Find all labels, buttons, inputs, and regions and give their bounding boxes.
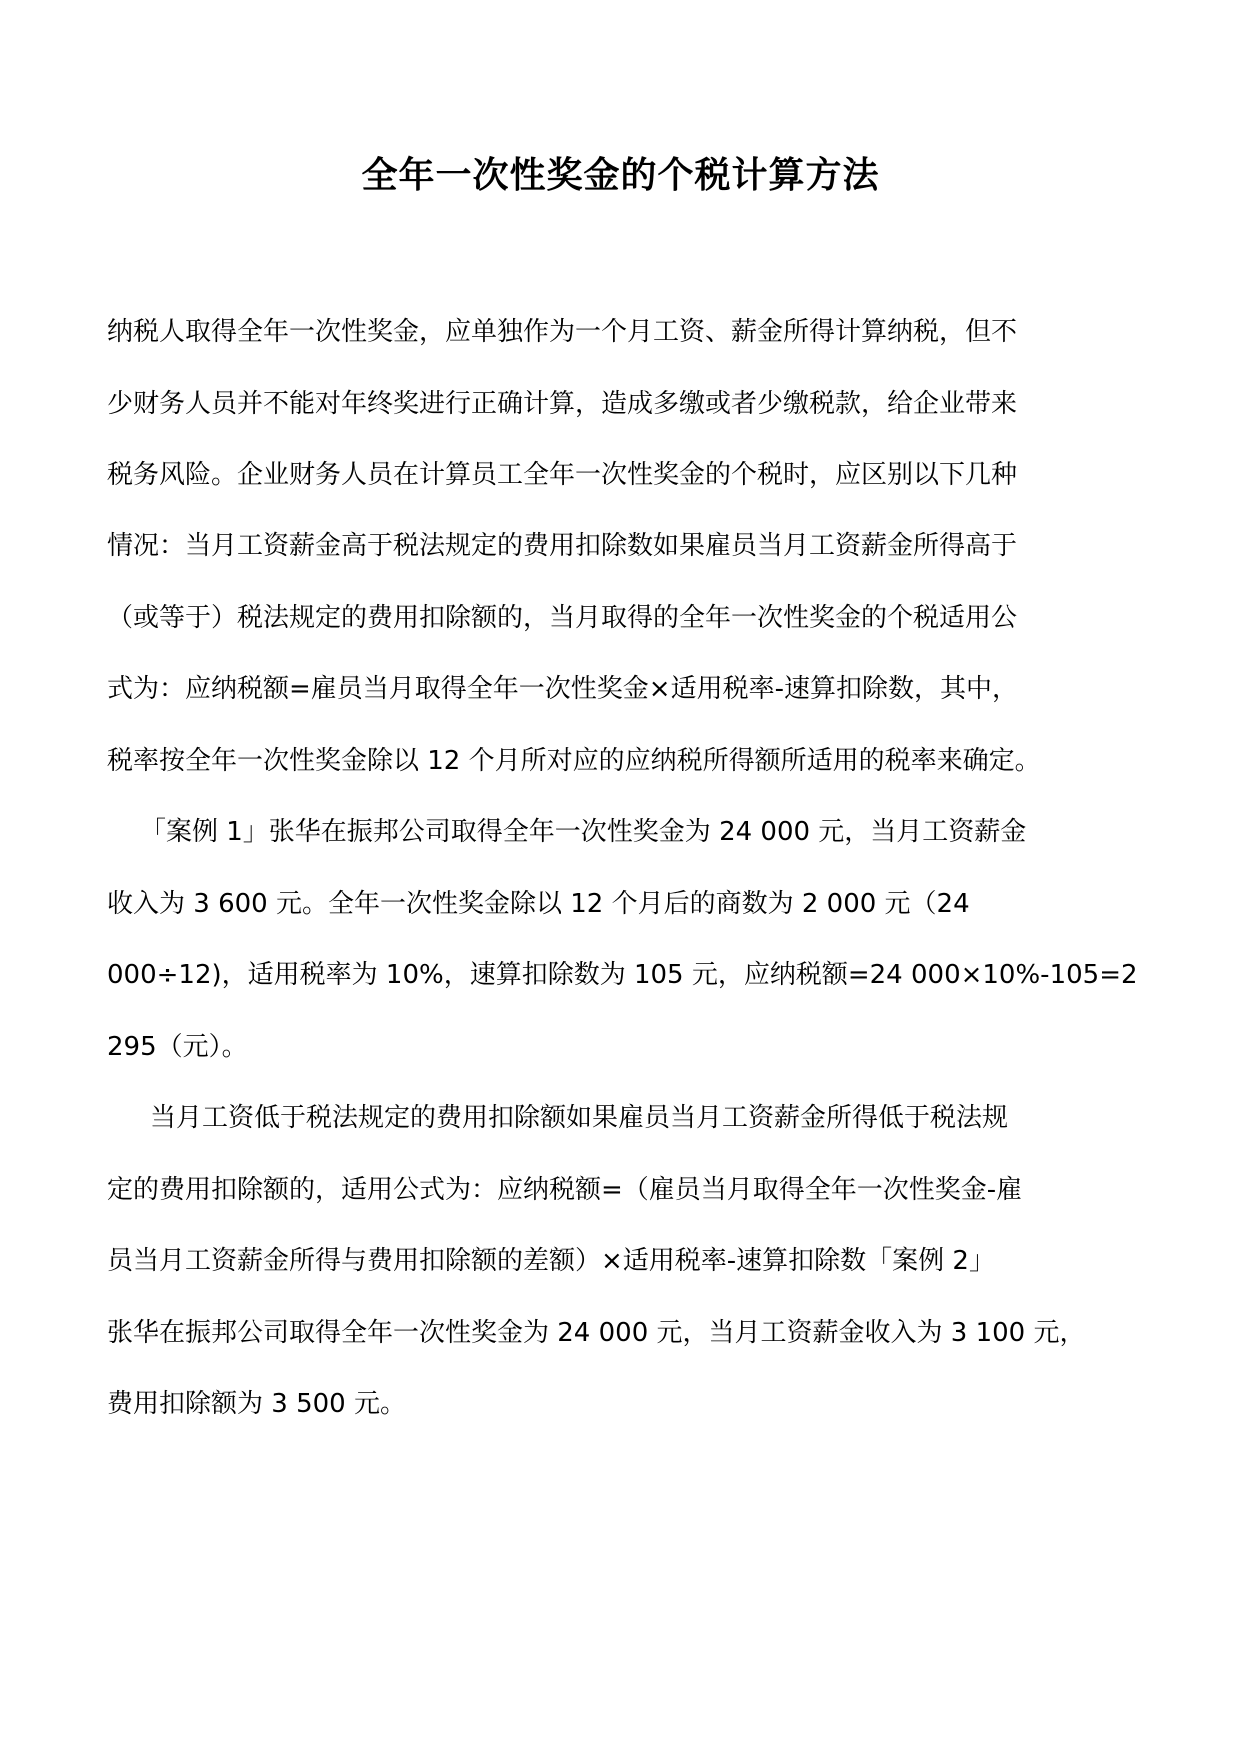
paragraph-line: 纳税人取得全年一次性奖金，应单独作为一个月工资、薪金所得计算纳税，但不: [107, 317, 1018, 347]
paragraph-line: 员当月工资薪金所得与费用扣除额的差额）×适用税率-速算扣除数「案例 2」: [107, 1246, 995, 1276]
document-title: 全年一次性奖金的个税计算方法: [361, 155, 880, 196]
paragraph-line: 张华在振邦公司取得全年一次性奖金为 24 000 元，当月工资薪金收入为 3 100 元，: [107, 1318, 1086, 1348]
paragraph-line: （或等于）税法规定的费用扣除额的，当月取得的全年一次性奖金的个税适用公: [107, 603, 1018, 633]
paragraph-line: 少财务人员并不能对年终奖进行正确计算，造成多缴或者少缴税款，给企业带来: [107, 389, 1018, 419]
paragraph-line: 295（元）。: [107, 1032, 248, 1062]
paragraph-line: 当月工资低于税法规定的费用扣除额如果雇员当月工资薪金所得低于税法规: [150, 1103, 1009, 1133]
paragraph-line: 税务风险。企业财务人员在计算员工全年一次性奖金的个税时，应区别以下几种: [107, 460, 1018, 490]
paragraph-line: 税率按全年一次性奖金除以 12 个月所对应的应纳税所得额所适用的税率来确定。: [107, 746, 1041, 776]
paragraph-line: 情况：当月工资薪金高于税法规定的费用扣除数如果雇员当月工资薪金所得高于: [107, 531, 1018, 561]
paragraph-line: 费用扣除额为 3 500 元。: [107, 1389, 406, 1419]
paragraph-line: 式为：应纳税额=雇员当月取得全年一次性奖金×适用税率-速算扣除数，其中，: [107, 674, 1018, 704]
paragraph-line: 000÷12)，适用税率为 10%，速算扣除数为 105 元，应纳税额=24 000×10%-105=2: [107, 960, 1138, 990]
paragraph-line: 收入为 3 600 元。全年一次性奖金除以 12 个月后的商数为 2 000 元（24: [107, 889, 970, 919]
paragraph-line: 定的费用扣除额的，适用公式为：应纳税额=（雇员当月取得全年一次性奖金-雇: [107, 1175, 1023, 1205]
paragraph-line: 「案例 1」张华在振邦公司取得全年一次性奖金为 24 000 元，当月工资薪金: [140, 817, 1027, 847]
